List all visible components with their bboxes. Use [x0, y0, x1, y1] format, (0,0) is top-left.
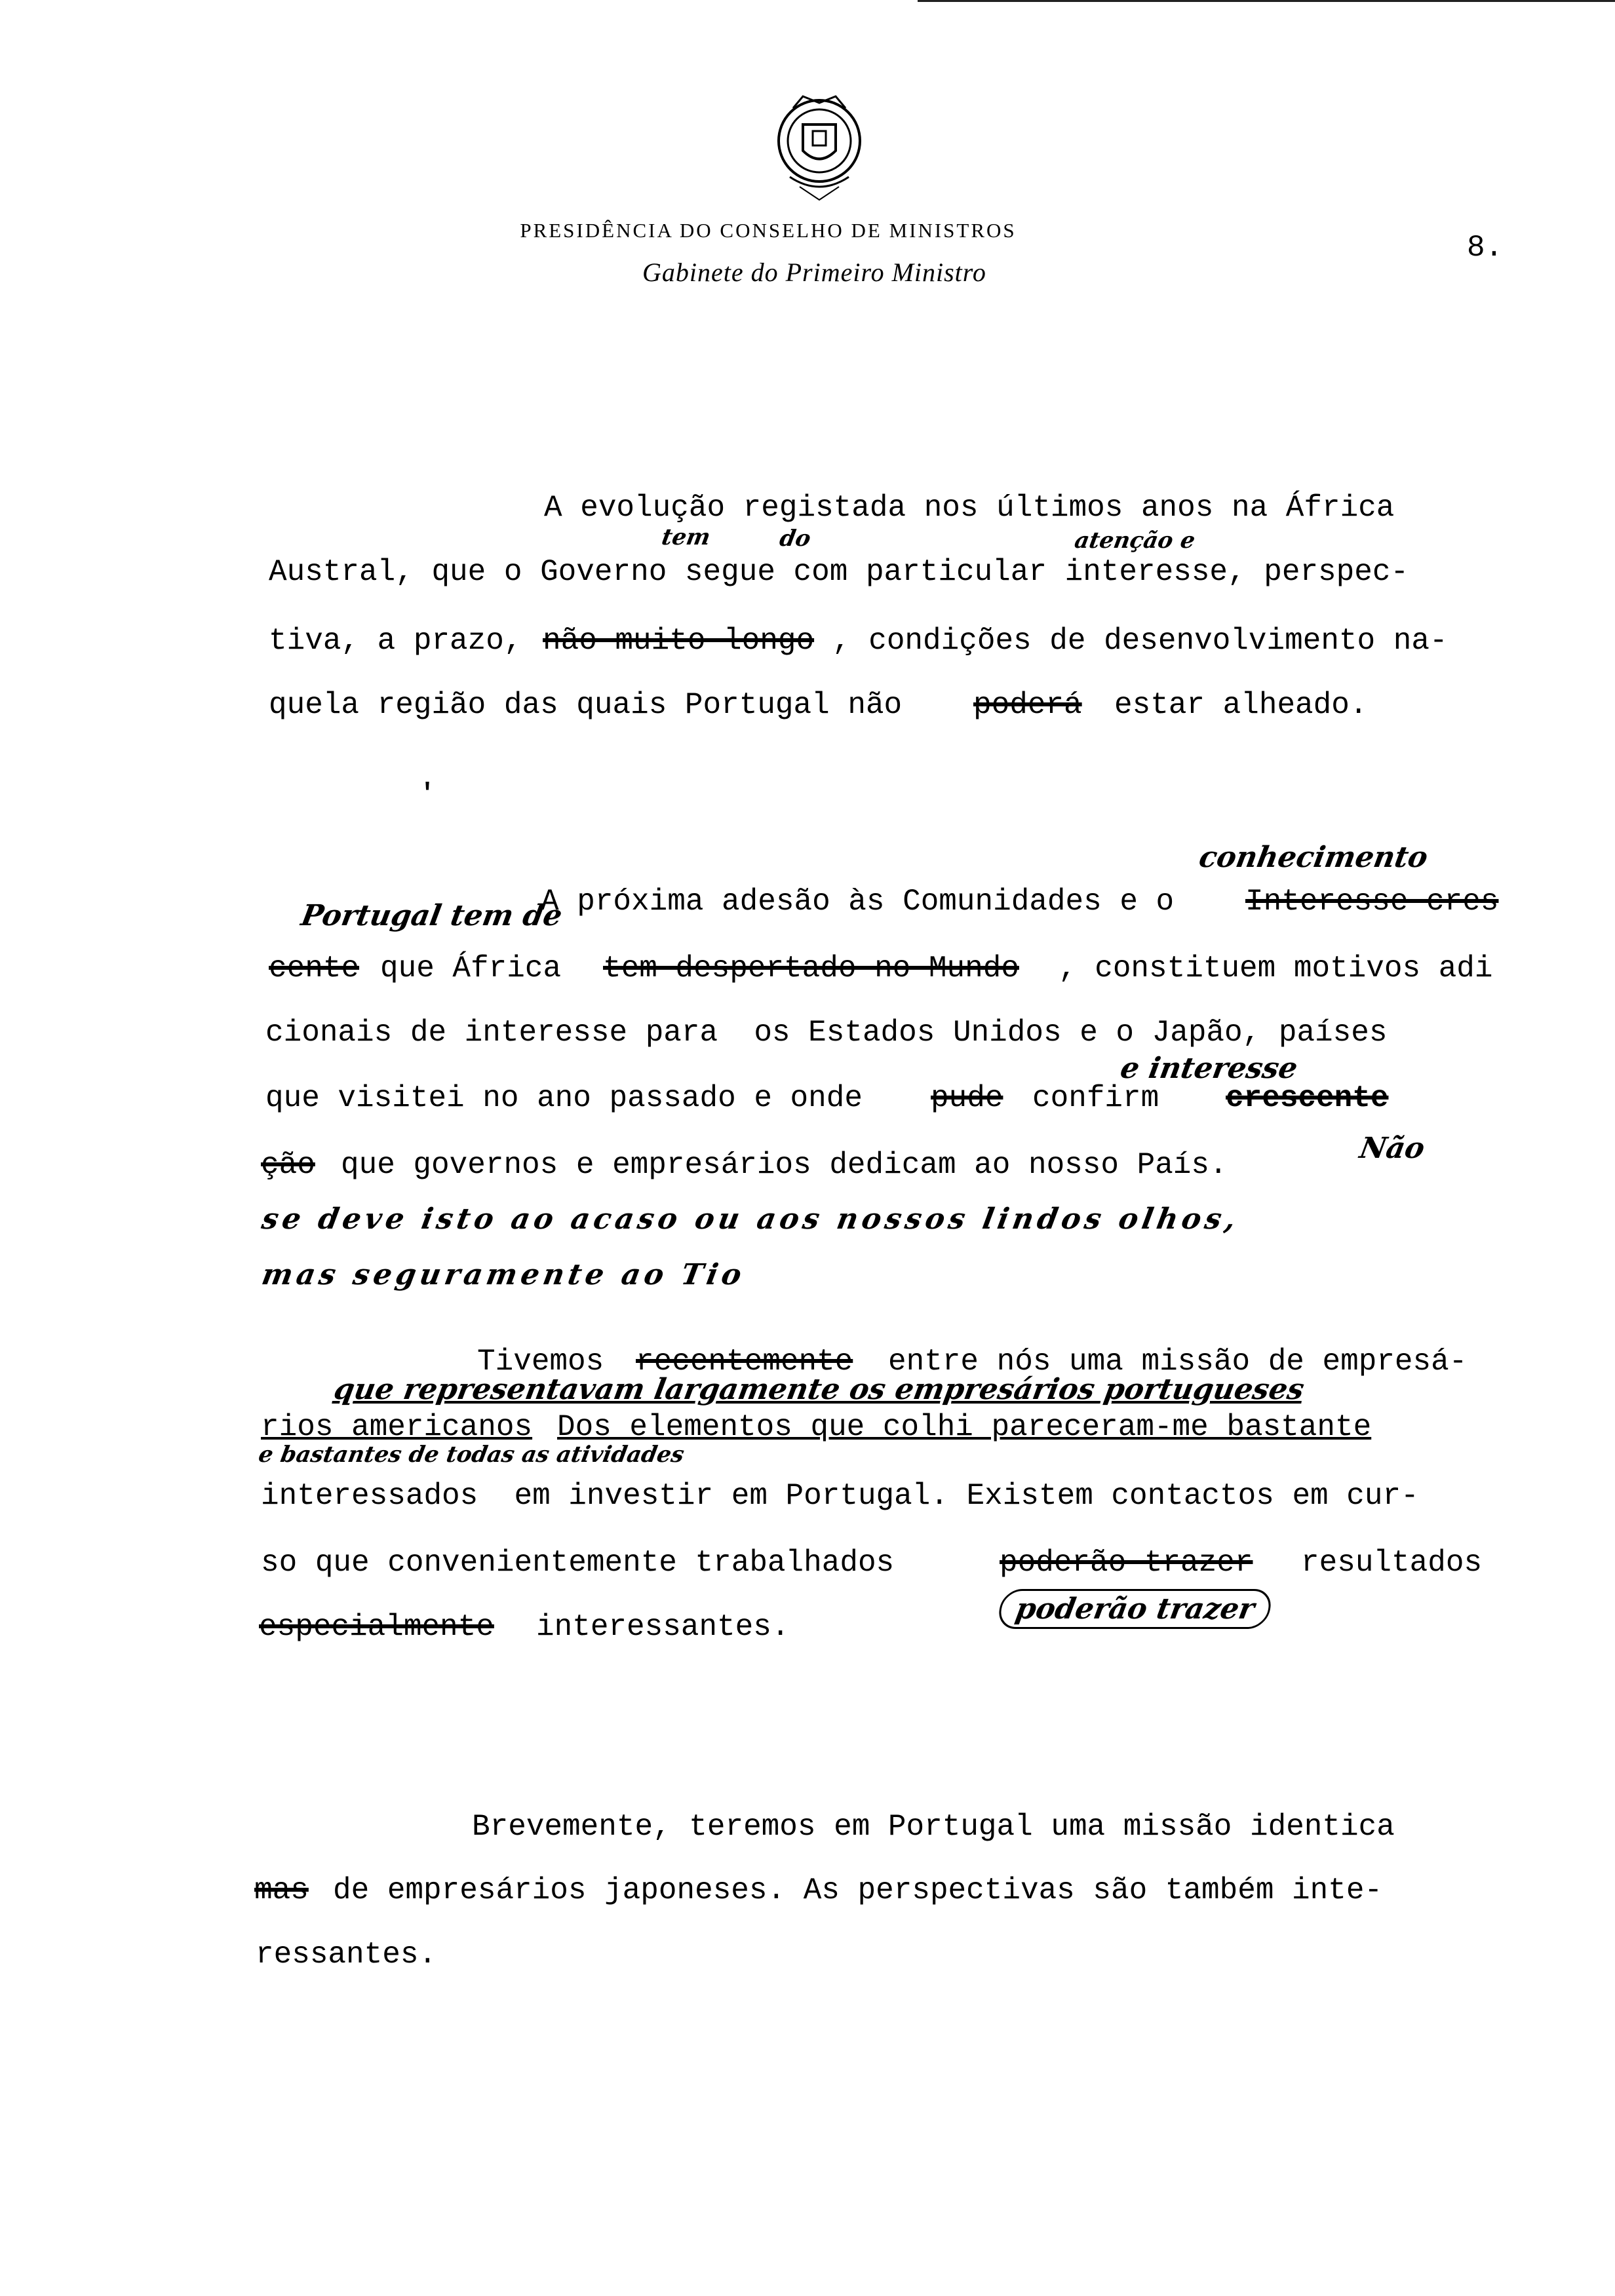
- p2-struck-pude: pude: [931, 1081, 1003, 1115]
- p4-struck-mas: mas: [254, 1873, 309, 1907]
- top-rule: [918, 0, 1615, 2]
- p4-line-2: de empresários japoneses. As perspectivas são também inte-: [333, 1873, 1383, 1907]
- p2-line-1: A próxima adesão às Comunidades e o: [541, 885, 1175, 919]
- p2-struck-tem-despertado: tem despertado no Mundo: [603, 951, 1019, 985]
- p1-line-4a: quela região das quais Portugal não: [269, 688, 903, 722]
- p4-line-3: ressantes.: [256, 1938, 437, 1972]
- p2-handwritten-portugal-tem-de: Portugal tem de: [298, 899, 565, 932]
- institution-heading: PRESIDÊNCIA DO CONSELHO DE MINISTROS: [520, 219, 1017, 242]
- office-heading: Gabinete do Primeiro Ministro: [642, 258, 986, 287]
- p3-line-4a: so que convenientemente trabalhados: [261, 1546, 895, 1580]
- p3-line-3: interessados em investir em Portugal. Existem contactos em cur-: [261, 1479, 1419, 1513]
- p2-struck-cao: ção: [261, 1148, 315, 1182]
- p2-line-4b: confirm: [1032, 1081, 1159, 1115]
- p4-line-1: Brevemente, teremos em Portugal uma missão identica: [472, 1810, 1395, 1844]
- p2-struck-interesse-cres: Interesse cres: [1245, 885, 1499, 919]
- p3-handwritten-poderao-trazer: poderão trazer: [996, 1589, 1274, 1629]
- page-number: 8.: [1467, 231, 1504, 265]
- p3-handwritten-e-bastantes: e bastantes de todas as atividades: [256, 1442, 686, 1468]
- p1-line-4b: estar alheado.: [1114, 688, 1368, 722]
- p2-handwritten-e-interesse: e interesse: [1118, 1052, 1300, 1085]
- p3-line-4b: resultados: [1301, 1546, 1483, 1580]
- p3-line-2b: Dos elementos que colhi pareceram-me bastante: [557, 1410, 1372, 1444]
- p2-handwritten-nao: Não: [1357, 1132, 1428, 1165]
- p1-line-3b: , condições de desenvolvimento na-: [832, 624, 1448, 658]
- p1-line-2: Austral, que o Governo segue com particular interesse, perspec-: [269, 555, 1409, 589]
- stray-mark: ': [419, 780, 436, 809]
- p3-handwritten-que-representavam: que representavam largamente os empresários portugueses: [331, 1373, 1307, 1406]
- p1-struck-nao-muito-longo: não muito longo: [543, 624, 815, 658]
- p2-handwritten-note-line-1: se deve isto ao acaso ou aos nossos lindos olhos,: [259, 1202, 1243, 1236]
- coat-of-arms-seal: [764, 88, 875, 206]
- p2-line-3: cionais de interesse para os Estados Unidos e o Japão, países: [265, 1016, 1388, 1050]
- p2-struck-cente: cente: [269, 951, 360, 985]
- p1-line-3a: tiva, a prazo,: [269, 624, 522, 658]
- p3-line-5: interessantes.: [536, 1610, 790, 1644]
- p3-struck-especialmente: especialmente: [259, 1610, 494, 1644]
- p1-line-1: A evolução registada nos últimos anos na África: [544, 491, 1395, 525]
- p3-struck-recentemente: recentemente: [636, 1345, 853, 1379]
- p2-line-5: que governos e empresários dedicam ao nosso País.: [341, 1148, 1228, 1182]
- p1-handwritten-tem: tem: [659, 524, 712, 550]
- p1-handwritten-atencao: atenção e: [1072, 527, 1197, 554]
- p2-handwritten-conhecimento: conhecimento: [1196, 841, 1431, 874]
- p2-line-2b: , constituem motivos adi: [1059, 951, 1493, 985]
- p2-line-4a: que visitei no ano passado e onde: [265, 1081, 863, 1115]
- p1-handwritten-do: do: [777, 526, 813, 552]
- p1-struck-podera: poderá: [973, 688, 1082, 722]
- p2-line-2a: que África: [380, 951, 562, 985]
- p3-line-1b: entre nós uma missão de empresá-: [888, 1345, 1468, 1379]
- p2-struck-crescente: crescente: [1226, 1081, 1389, 1115]
- p2-handwritten-note-line-2: mas seguramente ao Tio: [259, 1258, 749, 1292]
- p3-line-1a: Tivemos: [477, 1345, 604, 1379]
- p3-struck-poderao-trazer: poderão trazer: [1000, 1546, 1253, 1580]
- p3-line-2a: rios americanos: [261, 1410, 533, 1444]
